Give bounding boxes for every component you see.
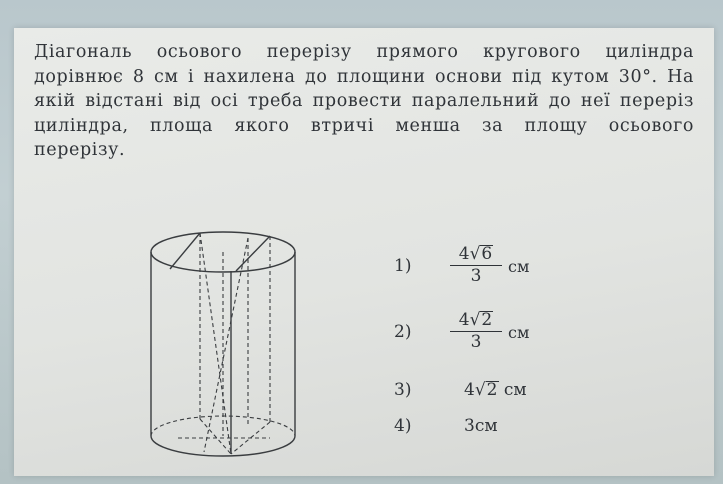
answer-number: 4) bbox=[394, 416, 412, 436]
numerator: 4√2 bbox=[458, 310, 493, 330]
unit-label: см bbox=[508, 323, 530, 342]
worksheet-page bbox=[14, 28, 714, 476]
cylinder-diagram-icon bbox=[138, 224, 308, 468]
answer-value: 3см bbox=[464, 416, 498, 436]
answer-value: 4√2 см bbox=[464, 380, 527, 400]
unit-label: см bbox=[508, 257, 530, 276]
problem-text: Діагональ осьового перерізу прямого кругового циліндра дорівнює 8 см і нахилена до площини основи під кутом 30°. На якій відстані від осі треба провести паралельний до неї переріз циліндра, площа якого втричі менша за площу осьового перерізу. bbox=[34, 42, 694, 160]
answer-number: 1) bbox=[394, 256, 412, 276]
denominator: 3 bbox=[470, 332, 482, 352]
fraction bbox=[446, 244, 506, 286]
denominator: 3 bbox=[470, 266, 482, 286]
numerator: 4√6 bbox=[458, 244, 493, 264]
answer-number: 3) bbox=[394, 380, 412, 400]
fraction bbox=[446, 310, 506, 352]
answer-number: 2) bbox=[394, 322, 412, 342]
